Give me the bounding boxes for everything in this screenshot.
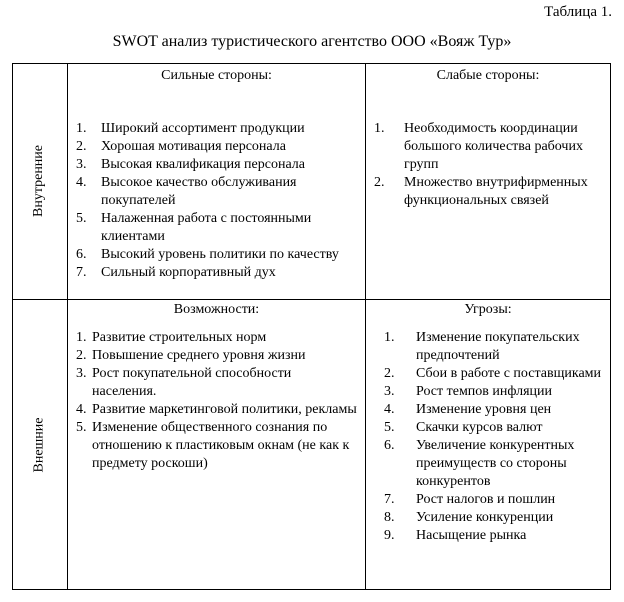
threats-item-number: 8. bbox=[384, 510, 395, 525]
threats-item bbox=[384, 401, 604, 419]
opportunities-header: Возможности: bbox=[173, 302, 260, 317]
opportunities-item-text: Изменение общественного сознания по отношению к пластиковым окнам (не как к предмету роскоши) bbox=[92, 420, 350, 471]
strengths-item-text: Налаженная работа с постоянными клиентами bbox=[101, 211, 312, 244]
strengths-item-text: Высокий уровень политики по качеству bbox=[101, 247, 339, 262]
threats-item bbox=[384, 365, 604, 383]
threats-item-text: Увеличение конкурентных преимуществ со стороны конкурентов bbox=[416, 438, 575, 489]
threats-header: Угрозы: bbox=[464, 302, 512, 317]
threats-list bbox=[366, 329, 610, 545]
weaknesses-item-text: Необходимость координации большого количества рабочих групп bbox=[404, 121, 583, 172]
row-label-external: Внешние bbox=[31, 416, 47, 473]
threats-item bbox=[384, 527, 604, 545]
threats-item-text: Сбои в работе с поставщиками bbox=[416, 366, 602, 381]
threats-item-text: Скачки курсов валют bbox=[416, 420, 543, 435]
strengths-item bbox=[76, 120, 357, 138]
threats-item-number: 1. bbox=[384, 330, 395, 345]
threats-item-text: Усиление конкуренции bbox=[416, 510, 554, 525]
opportunities-item bbox=[76, 347, 357, 365]
opportunities-item-number: 4. bbox=[76, 402, 87, 417]
opportunities-item-number: 3. bbox=[76, 366, 87, 381]
weaknesses-cell bbox=[366, 64, 610, 299]
strengths-item bbox=[76, 210, 357, 246]
opportunities-item bbox=[76, 365, 357, 401]
threats-cell bbox=[366, 300, 610, 589]
strengths-item-text: Высокое качество обслуживания покупателей bbox=[101, 175, 297, 208]
weaknesses-item bbox=[374, 174, 604, 210]
weaknesses-header: Слабые стороны: bbox=[436, 68, 540, 83]
strengths-cell bbox=[68, 64, 365, 299]
opportunities-item-text: Развитие строительных норм bbox=[92, 330, 267, 345]
strengths-item bbox=[76, 246, 357, 264]
table-number: Таблица 1. bbox=[544, 4, 612, 20]
weaknesses-item-text: Множество внутрифирменных функциональных связей bbox=[404, 175, 588, 208]
strengths-list bbox=[68, 120, 365, 282]
strengths-item-number: 6. bbox=[76, 247, 87, 262]
strengths-item bbox=[76, 138, 357, 156]
row-label-external-cell bbox=[12, 300, 67, 589]
row-label-internal: Внутренние bbox=[31, 144, 47, 218]
threats-item bbox=[384, 491, 604, 509]
table-border-right bbox=[610, 63, 611, 590]
opportunities-item bbox=[76, 401, 357, 419]
strengths-item-number: 3. bbox=[76, 157, 87, 172]
threats-item bbox=[384, 419, 604, 437]
opportunities-item-number: 5. bbox=[76, 420, 87, 435]
threats-item-text: Изменение покупательских предпочтений bbox=[416, 330, 580, 363]
table-border-bottom bbox=[12, 589, 611, 590]
weaknesses-list bbox=[366, 120, 610, 210]
threats-item bbox=[384, 437, 604, 491]
threats-item-text: Рост темпов инфляции bbox=[416, 384, 553, 399]
swot-table bbox=[12, 63, 611, 590]
strengths-item-number: 7. bbox=[76, 265, 87, 280]
opportunities-item-number: 1. bbox=[76, 330, 87, 345]
opportunities-cell bbox=[68, 300, 365, 589]
strengths-item-number: 1. bbox=[76, 121, 87, 136]
row-label-internal-cell bbox=[12, 63, 67, 299]
threats-item-number: 5. bbox=[384, 420, 395, 435]
opportunities-item bbox=[76, 329, 357, 347]
threats-item-text: Рост налогов и пошлин bbox=[416, 492, 556, 507]
opportunities-item-text: Рост покупательной способности населения. bbox=[92, 366, 292, 399]
threats-item-number: 9. bbox=[384, 528, 395, 543]
strengths-item-number: 4. bbox=[76, 175, 87, 190]
weaknesses-item-number: 2. bbox=[374, 175, 385, 190]
opportunities-list bbox=[68, 329, 365, 473]
threats-item bbox=[384, 509, 604, 527]
strengths-item-text: Широкий ассортимент продукции bbox=[101, 121, 305, 136]
strengths-header: Сильные стороны: bbox=[161, 68, 272, 83]
strengths-item bbox=[76, 264, 357, 282]
opportunities-item-text: Развитие маркетинговой политики, рекламы bbox=[92, 402, 357, 417]
opportunities-item-text: Повышение среднего уровня жизни bbox=[92, 348, 306, 363]
threats-item-number: 7. bbox=[384, 492, 395, 507]
weaknesses-item-number: 1. bbox=[374, 121, 385, 136]
strengths-item bbox=[76, 156, 357, 174]
threats-item-text: Изменение уровня цен bbox=[416, 402, 552, 417]
document-title: SWOT анализ туристического агентство ООО «Вояж Тур» bbox=[112, 33, 512, 50]
weaknesses-item bbox=[374, 120, 604, 174]
strengths-item-text: Хорошая мотивация персонала bbox=[101, 139, 286, 154]
strengths-item-text: Высокая квалификация персонала bbox=[101, 157, 305, 172]
opportunities-item-number: 2. bbox=[76, 348, 87, 363]
strengths-item bbox=[76, 174, 357, 210]
threats-item-number: 6. bbox=[384, 438, 395, 453]
strengths-item-text: Сильный корпоративный дух bbox=[101, 265, 276, 280]
threats-item-number: 3. bbox=[384, 384, 395, 399]
threats-item-number: 4. bbox=[384, 402, 395, 417]
strengths-item-number: 2. bbox=[76, 139, 87, 154]
threats-item bbox=[384, 329, 604, 365]
threats-item bbox=[384, 383, 604, 401]
opportunities-item bbox=[76, 419, 357, 473]
threats-item-text: Насыщение рынка bbox=[416, 528, 527, 543]
threats-item-number: 2. bbox=[384, 366, 395, 381]
strengths-item-number: 5. bbox=[76, 211, 87, 226]
